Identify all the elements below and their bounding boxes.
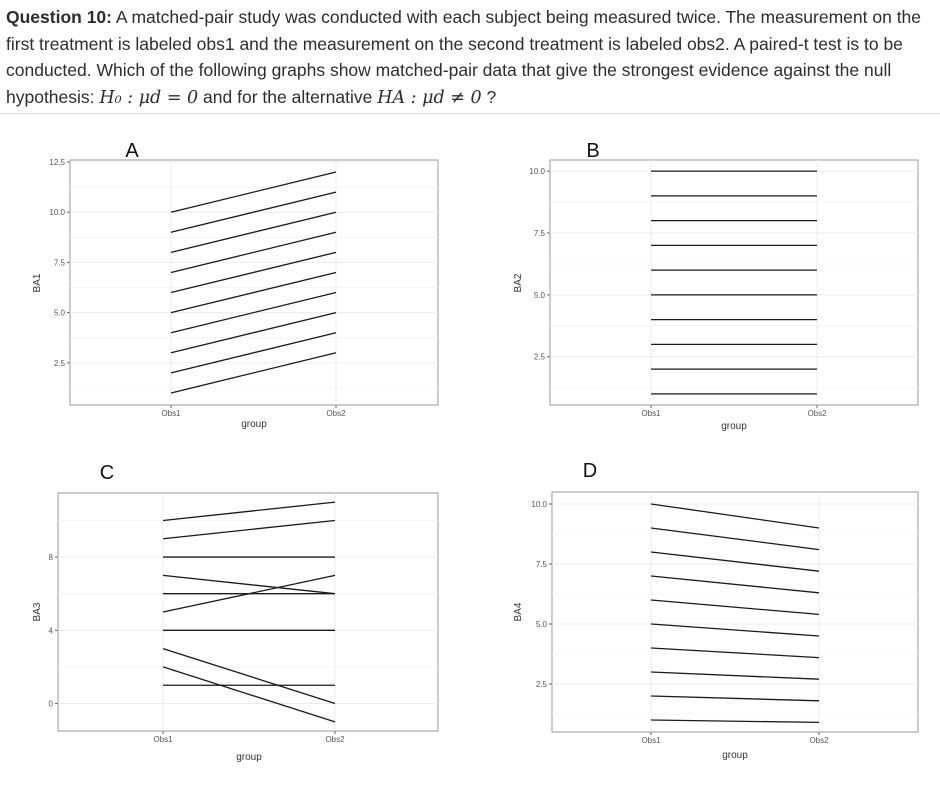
plot-area	[70, 160, 438, 405]
panel-letter: D	[582, 460, 598, 482]
x-axis-label: group	[236, 752, 262, 763]
x-tick-label: Obs1	[641, 736, 661, 745]
alternative-hypothesis: HA : μd ≠ 0	[377, 87, 482, 108]
plot-area	[550, 160, 918, 405]
x-axis-label: group	[721, 421, 747, 432]
y-tick-label: 4	[48, 626, 53, 636]
x-tick-label: Obs1	[161, 409, 181, 418]
x-tick-label: Obs2	[326, 409, 346, 418]
x-tick-label: Obs1	[153, 735, 173, 744]
y-tick-label: 7.5	[53, 258, 65, 268]
y-tick-label: 5.0	[533, 290, 545, 300]
y-tick-label: 10.0	[49, 208, 65, 218]
y-tick-label: 7.5	[535, 560, 547, 569]
panel-letter: C	[99, 462, 115, 484]
x-tick-label: Obs1	[641, 409, 661, 418]
y-tick-label: 10.0	[529, 167, 545, 177]
null-hypothesis: H₀ : μd = 0	[99, 87, 199, 108]
x-tick-label: Obs2	[809, 736, 829, 745]
panel-letter: A	[125, 140, 139, 162]
question-body-3: ?	[481, 86, 497, 107]
x-axis-label: group	[241, 419, 267, 430]
y-axis-label: BA4	[513, 602, 524, 622]
question-body-1: A matched-pair study was conducted with each subject being measured twice. The measurement on the first treatment is labeled obs1 and the measurement on the second treatment is labeled obs2. A paired-t test is to be conducted. Which of the following graphs show matched-pair data that give the strongest evidence against the null hypothesis:	[6, 7, 922, 107]
y-tick-label: 5.0	[535, 620, 547, 629]
y-tick-label: 12.5	[49, 158, 65, 168]
y-tick-label: 2.5	[535, 680, 547, 689]
plot-area	[58, 493, 438, 731]
question-body-2: and for the alternative	[198, 86, 378, 107]
x-tick-label: Obs2	[325, 735, 345, 744]
y-tick-label: 5.0	[53, 308, 65, 318]
y-axis-label: BA1	[32, 273, 43, 293]
x-axis-label: group	[722, 750, 748, 761]
chart-panel-b	[513, 140, 918, 432]
y-tick-label: 10.0	[531, 500, 547, 509]
plot-area	[552, 492, 918, 732]
panel-letter: B	[586, 140, 600, 162]
chart-panel-c	[32, 462, 438, 763]
y-tick-label: 0	[48, 699, 53, 709]
x-tick-label: Obs2	[807, 409, 827, 418]
chart-panel-a	[32, 140, 438, 430]
y-tick-label: 2.5	[533, 352, 545, 362]
y-axis-label: BA2	[513, 273, 524, 293]
y-tick-label: 7.5	[533, 229, 545, 239]
question-label: Question 10:	[6, 7, 112, 27]
y-tick-label: 8	[48, 553, 53, 563]
chart-panel-d	[513, 460, 918, 761]
y-axis-label: BA3	[32, 602, 43, 622]
y-tick-label: 2.5	[53, 358, 65, 368]
